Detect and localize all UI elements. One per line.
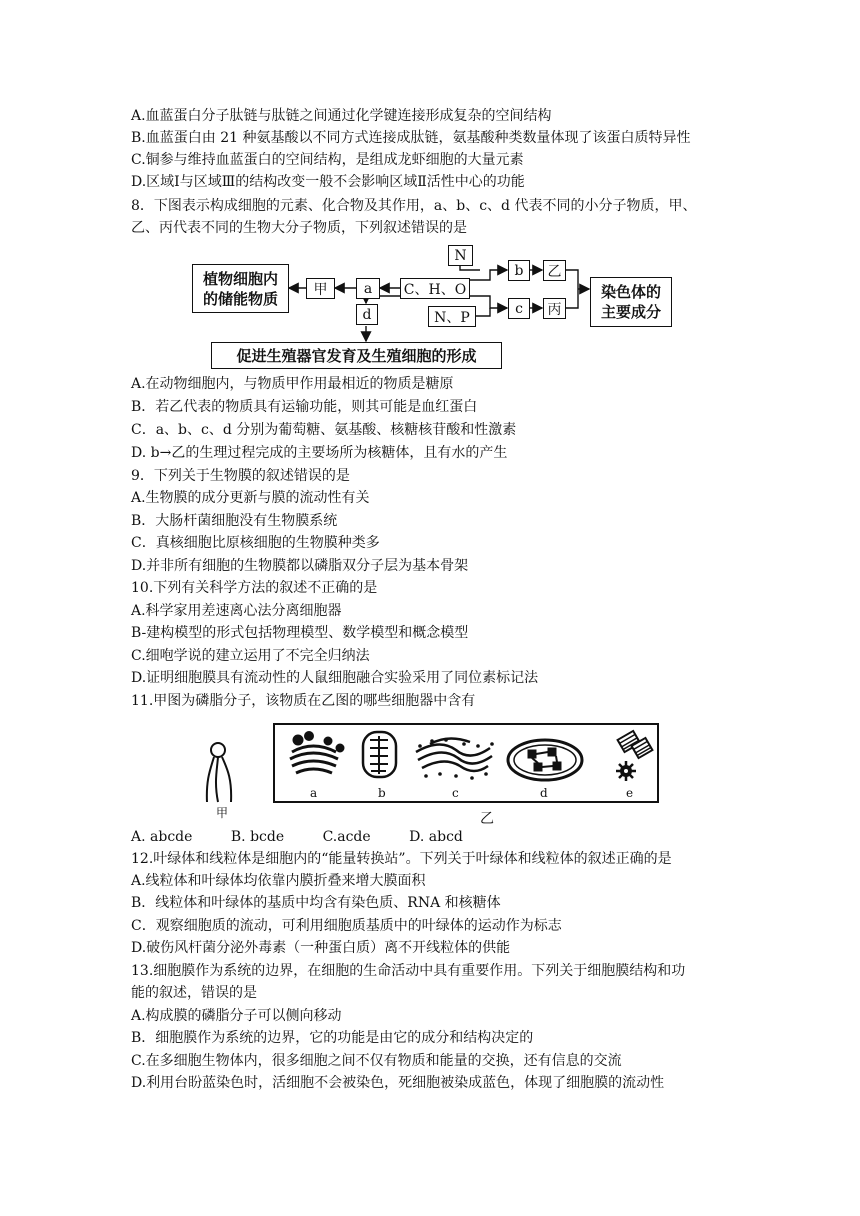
q12-option-a: A.线粒体和叶绿体均依靠内膜折叠来增大膜面积: [131, 873, 426, 889]
np-box: N、P: [428, 306, 476, 327]
label-d: d: [540, 786, 548, 800]
q13-option-a: A.构成膜的磷脂分子可以侧向移动: [131, 1008, 342, 1024]
q12-option-c: C．观察细胞质的流动，可利用细胞质基质中的叶绿体的运动作为标志: [131, 918, 562, 934]
bing-box: 丙: [543, 298, 566, 319]
q11-option-c: C.acde: [322, 829, 371, 845]
q13-option-b: B．细胞膜作为系统的边界，它的功能是由它的成分和结构决定的: [131, 1030, 534, 1046]
q12-option-b: B．线粒体和叶绿体的基质中均含有染色质、RNA 和核糖体: [131, 895, 501, 911]
centriole-icon: [616, 731, 652, 781]
q10-option-c: C.细咆学说的建立运用了不完全归纳法: [131, 648, 370, 664]
q11-yi-label: 乙: [480, 811, 494, 827]
plant-storage-line1: 植物细胞内: [202, 269, 278, 288]
chloroplast-icon: [508, 740, 582, 780]
chromosome-line1: 染色体的: [600, 283, 661, 301]
golgi-icon: [290, 733, 343, 774]
q13-option-c: C.在多细胞生物体内，很多细胞之间不仅有物质和能量的交换，还有信息的交流: [131, 1053, 622, 1069]
q11-options: [131, 827, 497, 847]
q7-option-a: A.血蓝蛋白分子肽链与肽链之间通过化学键连接形成复杂的空间结构: [131, 108, 552, 124]
q8-option-a: A.在动物细胞内，与物质甲作用最相近的物质是糖原: [131, 376, 454, 392]
q8-option-b: B．若乙代表的物质具有运输功能，则其可能是血红蛋白: [131, 399, 478, 415]
q11-option-b: B. bcde: [230, 829, 285, 845]
q7-option-b: B.血蓝蛋白由 21 种氨基酸以不同方式连接成肽链，氨基酸种类数量体现了该蛋白质特异性: [131, 130, 691, 146]
q11-option-a: A. abcde: [131, 829, 193, 845]
q11-stem: 11.甲图为磷脂分子，该物质在乙图的哪些细胞器中含有: [131, 693, 476, 709]
mitochondrion-icon: [363, 732, 396, 777]
q13-stem-line1: 13.细胞膜作为系统的边界，在细胞的生命活动中具有重要作用。下列关于细胞膜结构和功: [131, 963, 686, 979]
q12-stem: 12.叶绿体和线粒体是细胞内的“能量转换站”。下列关于叶绿体和线粒体的叙述正确的是: [131, 851, 672, 867]
label-a: a: [310, 786, 318, 800]
reproduce-box: 促进生殖器官发育及生殖细胞的形成: [211, 342, 502, 369]
label-c: c: [452, 786, 459, 800]
q10-option-d: D.证明细胞膜具有流动性的人鼠细胞融合实验采用了同位素标记法: [131, 670, 539, 686]
q9-option-b: B．大肠杆菌细胞没有生物膜系统: [131, 513, 338, 529]
yi-box: 乙: [543, 260, 566, 281]
q10-stem: 10.下列有关科学方法的叙述不正确的是: [131, 580, 378, 596]
q8-stem-line1: 8．下图表示构成细胞的元素、化合物及其作用，a、b、c、d 代表不同的小分子物质，甲、: [131, 198, 697, 214]
phospholipid-icon: [207, 743, 231, 802]
d-box: d: [356, 304, 378, 325]
label-e: e: [626, 786, 634, 800]
q8-stem-line2: 乙、丙代表不同的生物大分子物质，下列叙述错误的是: [131, 220, 467, 236]
cho-box: C、H、O: [400, 278, 470, 299]
plant-storage-line2: 的储能物质: [202, 289, 278, 308]
q8-option-d: D. b→乙的生理过程完成的主要场所为核糖体，且有水的产生: [131, 445, 508, 461]
chromosome-line2: 主要成分: [600, 303, 661, 321]
q10-option-a: A.科学家用差速离心法分离细胞器: [131, 603, 342, 619]
q7-option-d: D.区域Ⅰ与区域Ⅲ的结构改变一般不会影响区域Ⅱ活性中心的功能: [131, 174, 525, 190]
q13-option-d: D.利用台盼蓝染色时，活细胞不会被染色，死细胞被染成蓝色，体现了细胞膜的流动性: [131, 1075, 665, 1091]
q12-option-d: D.破伤风杆菌分泌外毒素（一种蛋白质）离不开线粒体的供能: [131, 940, 511, 956]
q7-option-c: C.铜参与维持血蓝蛋白的空间结构，是组成龙虾细胞的大量元素: [131, 152, 524, 168]
q8-option-c: C．a、b、c、d 分别为葡萄糖、氨基酸、核糖核苷酸和性激素: [131, 422, 517, 438]
q9-option-c: C．真核细胞比原核细胞的生物膜种类多: [131, 535, 380, 551]
c-box: c: [508, 298, 530, 319]
endoplasmic-reticulum-icon: [416, 738, 494, 780]
q13-stem-line2: 能的叙述，错误的是: [131, 985, 257, 1001]
q9-option-d: D.并非所有细胞的生物膜都以磷脂双分子层为基本骨架: [131, 558, 469, 574]
label-b: b: [378, 786, 386, 800]
q10-option-b: B-建构模型的形式包括物理模型、数学模型和概念模型: [131, 625, 469, 641]
q9-option-a: A.生物膜的成分更新与膜的流动性有关: [131, 490, 370, 506]
b-box: b: [508, 260, 530, 281]
a-box: a: [356, 278, 380, 299]
jia-box: 甲: [306, 278, 335, 299]
q11-jia-label: 甲: [216, 806, 229, 820]
q9-stem: 9．下列关于生物膜的叙述错误的是: [131, 468, 350, 484]
q11-option-d: D. abcd: [409, 829, 463, 845]
n-box: N: [448, 245, 473, 266]
